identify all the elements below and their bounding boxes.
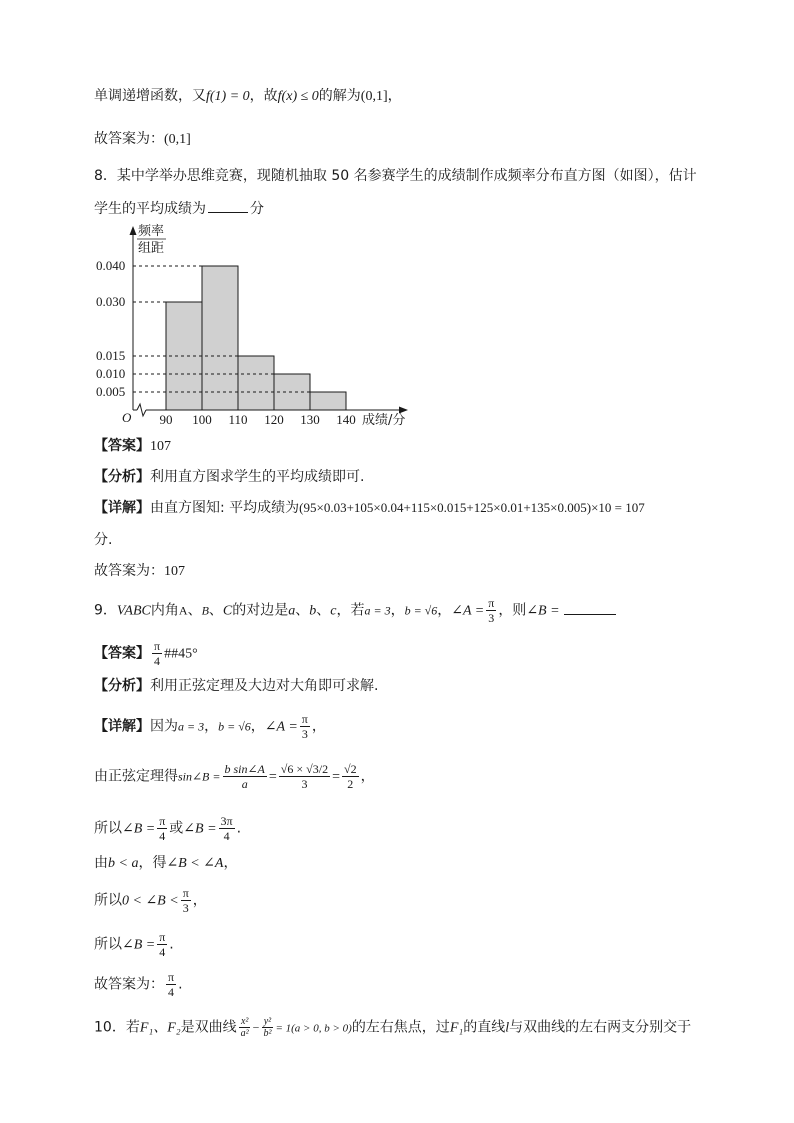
math: ∠A = [264, 719, 298, 735]
math: a = 3 [364, 603, 391, 618]
q8-analysis [94, 467, 364, 487]
q8-detail [94, 498, 645, 518]
den: 4 [159, 945, 166, 959]
text: 或 [169, 820, 184, 837]
x-tick-label: 140 [336, 412, 356, 427]
x-tick-label: 100 [192, 412, 212, 427]
math: c [330, 603, 337, 619]
num: π [159, 814, 166, 828]
num: π [154, 639, 161, 653]
y-label-bottom: 组距 [138, 241, 165, 256]
detail-tag: 【详解】 [94, 500, 150, 516]
num: π [301, 712, 308, 726]
x-tick-label: 90 [159, 412, 173, 427]
q10-stem: 10．若F₁、F₂是双曲线 $\frac{\text{x²}}{\text{a²}}$ − $\frac{\text{y²}}{\text{b²}}$ = 1(a > 0, b > 0)的左右焦点，过F₁的直线l与双曲线的左右两支分别交于 [94, 1016, 692, 1039]
x-tick-label: 110 [228, 412, 248, 427]
text: 所以 [94, 820, 122, 837]
analysis-tag: 【分析】 [94, 678, 150, 694]
text: = [268, 769, 277, 785]
den: b² [263, 1028, 272, 1039]
text: ， [223, 855, 238, 871]
x-tick-label: 130 [300, 412, 320, 427]
fraction [342, 762, 359, 791]
math: ∠B < ∠A [166, 856, 224, 871]
num: √6 × √3/2 [280, 762, 329, 776]
q9-sine-law [94, 762, 375, 791]
text: ，若 [336, 602, 365, 619]
num: π [168, 970, 175, 984]
den: 4 [223, 829, 230, 843]
text: ，则 [498, 602, 527, 619]
num: π [182, 886, 189, 900]
num: b sin∠A [224, 762, 265, 776]
text: 的左右焦点，过 [351, 1019, 450, 1036]
math: C [222, 603, 233, 619]
den: 3 [301, 777, 308, 791]
histogram-chart [88, 222, 418, 430]
text: 由 [94, 855, 108, 871]
q8-stem-2 [94, 198, 264, 219]
text: . [169, 936, 174, 953]
num: y² [263, 1016, 272, 1027]
q9-analysis [94, 676, 378, 696]
num: x² [240, 1016, 249, 1027]
text: 9． [94, 602, 117, 619]
text: = [332, 769, 340, 785]
label: 故答案为： [94, 131, 164, 147]
text: 分 [250, 201, 264, 217]
den: 3 [182, 901, 189, 915]
analysis-tag: 【分析】 [94, 469, 150, 485]
value: 107 [164, 564, 185, 579]
num: π [488, 596, 495, 610]
y-tick-label: 0.015 [96, 348, 126, 363]
value: (0,1] [164, 132, 191, 147]
origin-label: O [122, 410, 132, 425]
x-axis-label: 成绩/分 [362, 413, 406, 428]
math: F₁ [449, 1020, 464, 1036]
den: 3 [301, 727, 308, 741]
fraction [152, 639, 162, 668]
fraction [166, 970, 176, 999]
math: A [178, 603, 188, 618]
fraction [157, 814, 167, 843]
math: VABC [116, 603, 151, 619]
math: (0,1] [360, 89, 388, 104]
text: 学生的平均成绩为 [94, 201, 206, 217]
den: a² [240, 1028, 249, 1039]
q9-from [94, 853, 237, 874]
answer-tag: 【答案】 [94, 438, 150, 454]
text: . [236, 820, 242, 837]
histogram-bar [202, 266, 238, 410]
answer-blank [208, 198, 248, 213]
fraction [219, 814, 235, 843]
fraction [261, 1016, 273, 1039]
fraction [279, 762, 330, 791]
math: a = 3 [178, 719, 205, 734]
text: 内角 [150, 602, 179, 619]
text: 由正弦定理得 [94, 768, 178, 785]
prev-line [94, 86, 402, 107]
math: = 1(a > 0, b > 0) [275, 1022, 352, 1035]
math: l [505, 1020, 510, 1036]
analysis-text: 利用正弦定理及大边对大角即可求解. [150, 678, 379, 694]
text: 的对边是 [232, 602, 289, 619]
answer-tag: 【答案】 [94, 645, 150, 662]
text: 所以 [94, 936, 122, 953]
label: 故答案为： [94, 563, 164, 579]
math: F₁、F₂ [139, 1020, 181, 1036]
math: b = √6 [218, 719, 251, 734]
num: 3π [220, 814, 233, 828]
fraction [300, 712, 310, 741]
math: sin∠B = [178, 769, 221, 784]
x-tick-label: 120 [264, 412, 284, 427]
math: b [309, 603, 317, 619]
den: 4 [168, 985, 175, 999]
den: a [241, 777, 248, 791]
q9-stem: 9．VABC内角A、B、C的对边是a、b、c，若a = 3，b = √6，∠A = $\frac{\pi}{3}$ ，则∠B = [94, 596, 616, 625]
num: √2 [343, 762, 357, 776]
axis-break [137, 404, 146, 416]
math: a [288, 603, 296, 619]
text: . [178, 976, 183, 993]
q9-answer [94, 639, 198, 668]
histogram-bar [238, 356, 274, 410]
text: ， [192, 892, 207, 909]
text: ， [311, 718, 326, 735]
math: f(1) = 0 [206, 89, 250, 104]
q9-final [94, 970, 183, 999]
text: 单调递增函数，又 [94, 88, 206, 104]
text: 的解为 [318, 88, 361, 104]
fraction [157, 930, 167, 959]
num: π [159, 930, 166, 944]
q9-so-2 [94, 886, 207, 915]
math: ∠B = [122, 937, 156, 953]
y-tick-label: 0.010 [96, 366, 126, 381]
math: ∠B = [526, 603, 560, 619]
q8-stem-1: 8．某中学举办思维竞赛，现随机抽取 50 名参赛学生的成绩制作成频率分布直方图（如图），估计 [94, 168, 697, 184]
text: ，故 [249, 88, 278, 104]
text: 因为 [150, 718, 178, 735]
math: 0 < ∠B < [122, 893, 179, 909]
q9-so-3 [94, 930, 174, 959]
label: 故答案为： [94, 976, 164, 993]
text: ， [387, 88, 402, 104]
text: ，得 [138, 855, 167, 871]
q9-so-1 [94, 814, 241, 843]
answer-blank [564, 600, 616, 615]
math: ∠A = [451, 603, 485, 619]
math: ∠B = [183, 821, 217, 837]
fraction [223, 762, 267, 791]
den: 4 [154, 654, 161, 668]
answer-suffix: ##45° [164, 646, 198, 662]
text: 是双曲线 [180, 1019, 237, 1036]
math: ∠B = [122, 821, 156, 837]
fraction [239, 1016, 251, 1039]
histogram-bar [310, 392, 346, 410]
y-tick-label: 0.030 [96, 294, 126, 309]
math: b = √6 [404, 603, 438, 618]
y-axis-arrow [130, 226, 137, 235]
math: B [201, 603, 209, 618]
fraction [181, 886, 191, 915]
prev-answer [94, 129, 191, 150]
text: 10．若 [94, 1019, 140, 1036]
q8-detail-unit: 分. [94, 532, 113, 548]
text: ， [360, 768, 375, 785]
fraction [486, 596, 496, 625]
y-tick-label: 0.040 [96, 258, 126, 273]
analysis-text: 利用直方图求学生的平均成绩即可. [150, 469, 365, 485]
text: 所以 [94, 892, 122, 909]
den: 3 [488, 611, 495, 625]
q8-final [94, 561, 185, 582]
q8-answer [94, 436, 171, 457]
text: 的直线 [463, 1019, 506, 1036]
formula: (95×0.03+105×0.04+115×0.015+125×0.01+135×0.005)×10 = 107 [299, 500, 645, 515]
den: 2 [347, 777, 354, 791]
detail-tag: 【详解】 [94, 718, 150, 735]
answer-value: 107 [150, 439, 171, 454]
text: 与双曲线的左右两支分别交于 [509, 1019, 692, 1036]
q9-detail: 【详解】因为a = 3，b = √6，∠A = $\frac{\pi}{3}$ ， [94, 712, 326, 741]
detail-text: 由直方图知: 平均成绩为 [150, 500, 300, 516]
math: f(x) ≤ 0 [277, 89, 319, 104]
den: 4 [159, 829, 166, 843]
math: b < a [108, 856, 139, 871]
y-tick-label: 0.005 [96, 384, 126, 399]
y-label-top: 频率 [138, 224, 165, 239]
